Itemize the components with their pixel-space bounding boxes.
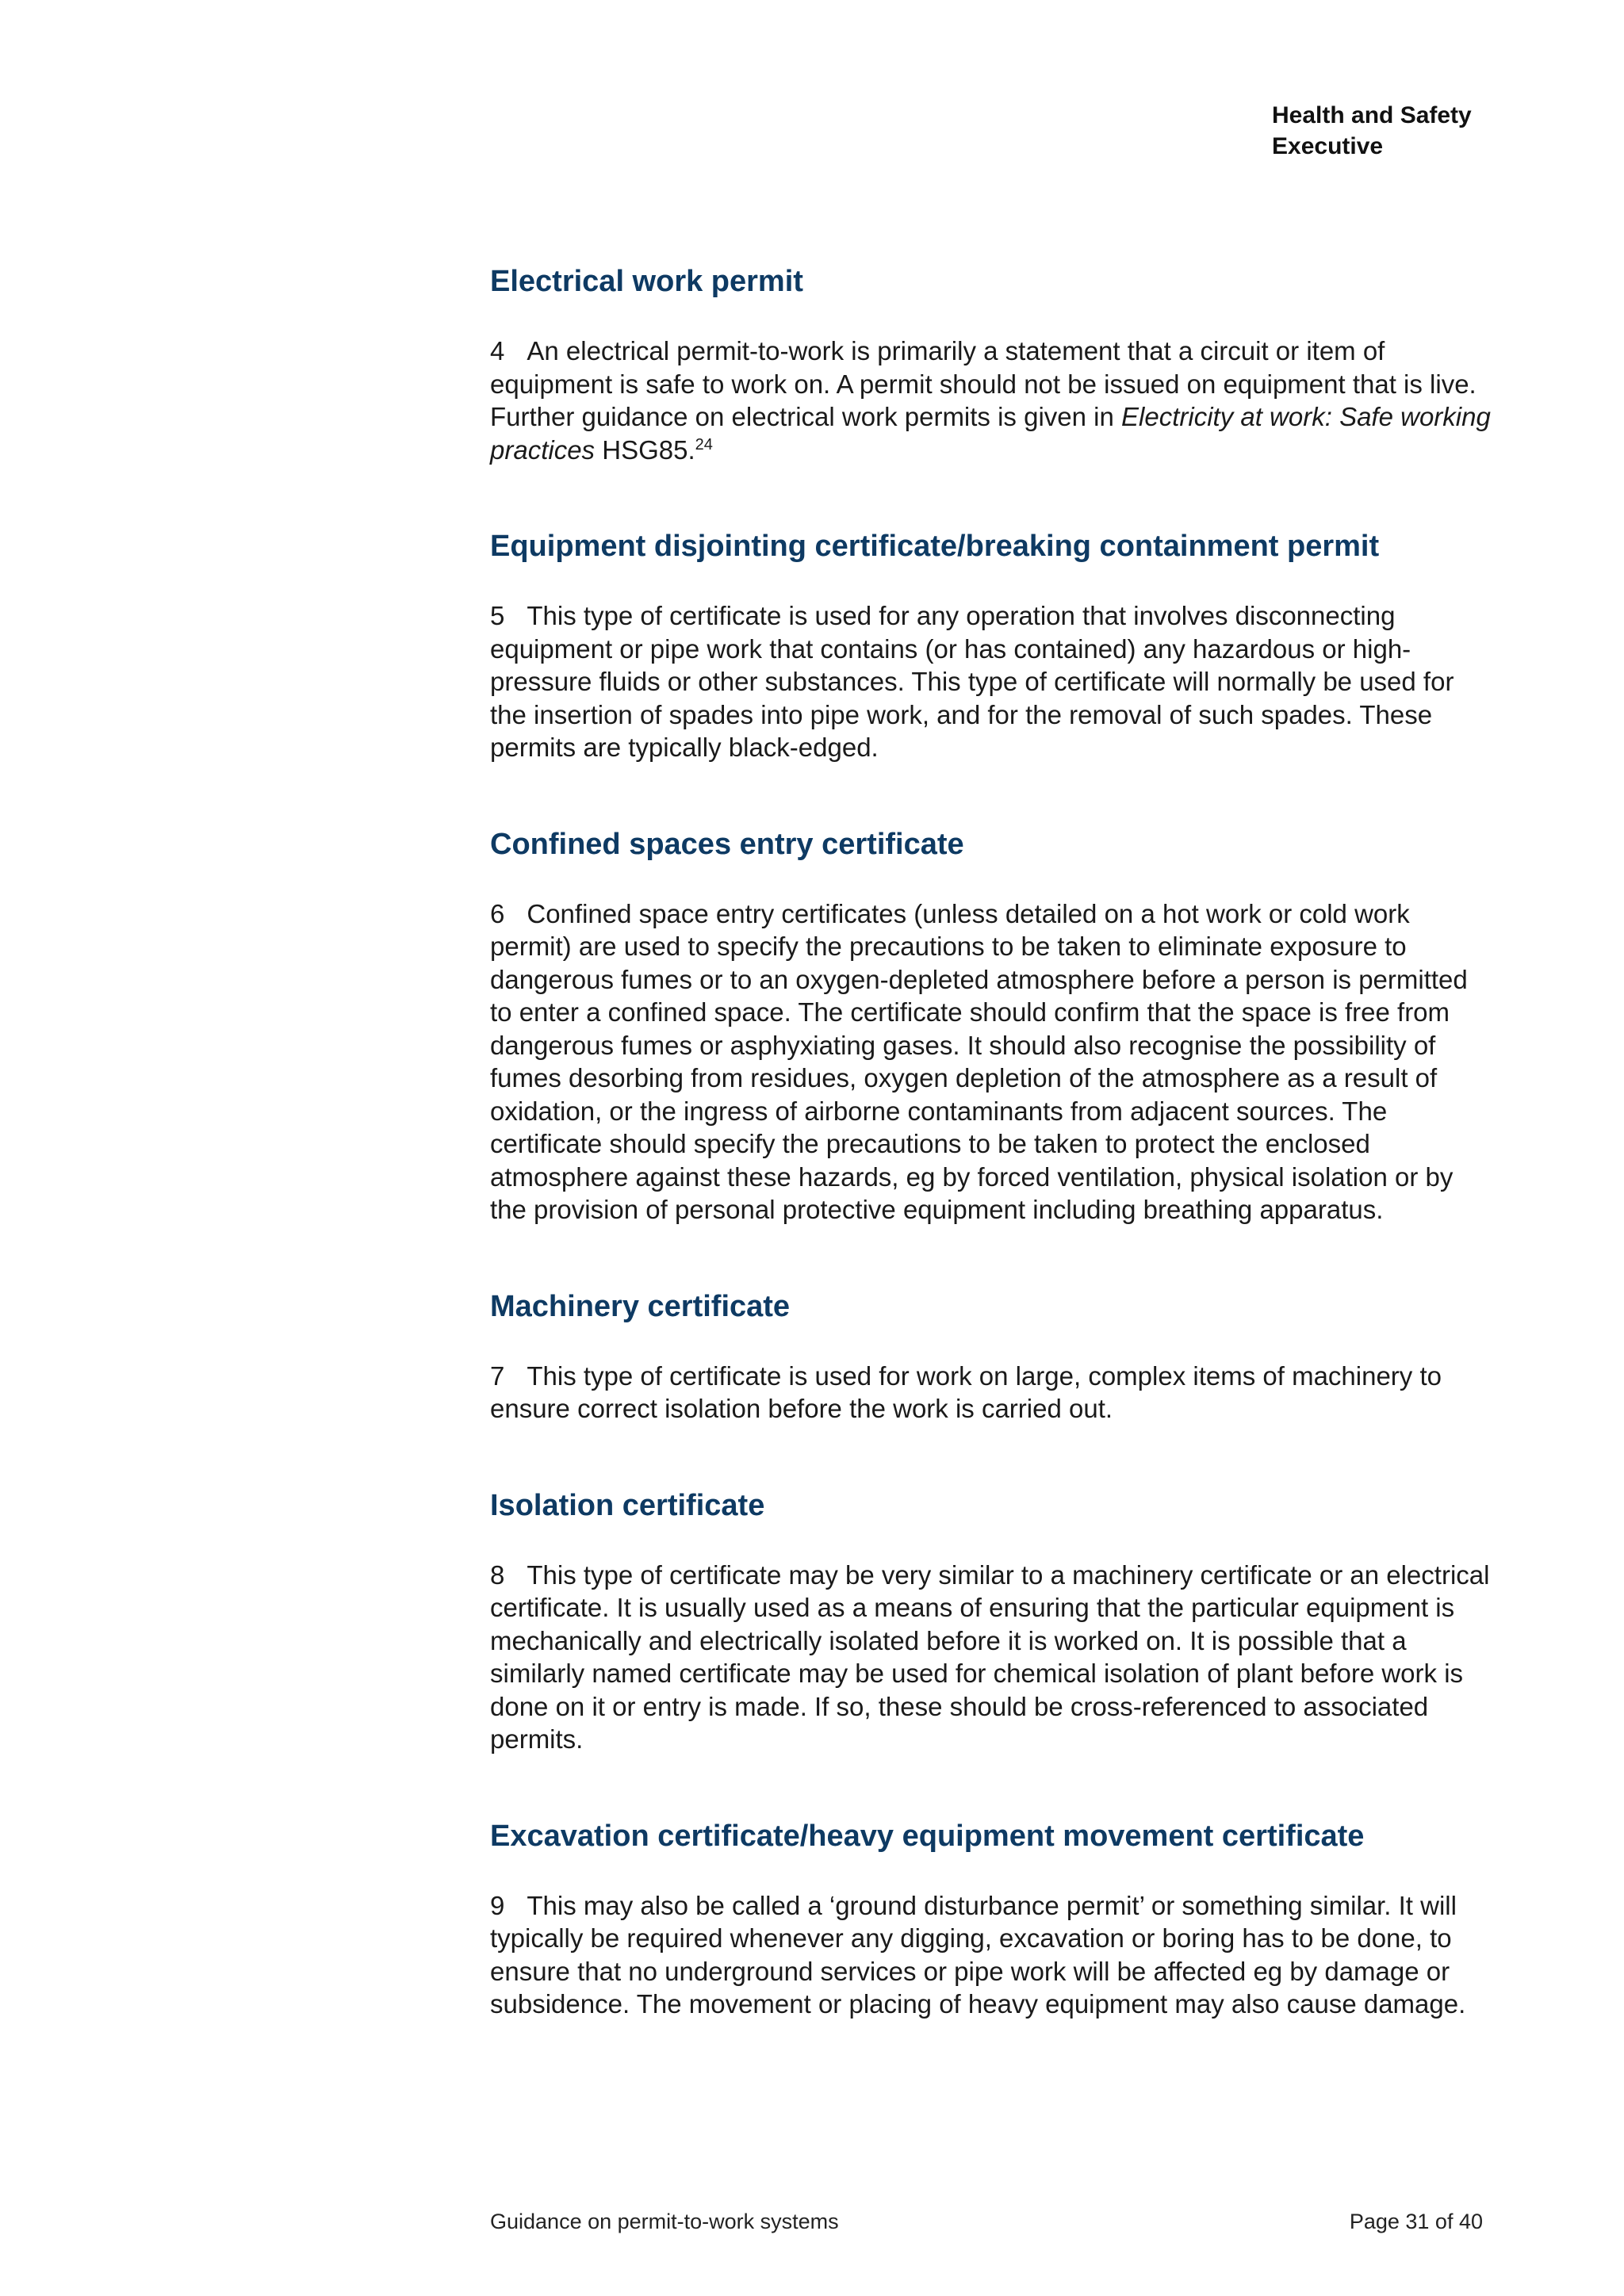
footnote-reference: 24 [695, 435, 713, 453]
paragraph-text: This type of certificate is used for work on large, complex items of machinery to ensure correct isolation before the work is carried out. [490, 1360, 1442, 1423]
paragraph-number: 8 [490, 1559, 505, 1590]
section-paragraph [490, 1360, 1491, 1425]
paragraph-text: This type of certificate is used for any operation that involves disconnecting equipment or pipe work that contains (or has contained) any hazardous or high-pressure fluids or other substances. This type of certificate will normally be used for the insertion of spades into pipe work, and for the removal of such spades. These permits are typically black-edged. [490, 601, 1454, 762]
paragraph-number: 4 [490, 336, 505, 365]
section-heading: Excavation certificate/heavy equipment movement certificate [490, 1819, 1365, 1853]
organisation-name [1272, 100, 1605, 162]
section-electrical-work-permit [490, 262, 1491, 466]
section-paragraph [490, 599, 1491, 764]
section-heading: Machinery certificate [490, 1289, 791, 1323]
paragraph-number: 7 [490, 1360, 505, 1391]
citation-code: HSG85. [595, 434, 695, 465]
paragraph-text: An electrical permit-to-work is primarily a statement that a circuit or item of equipment is safe to work on. A permit should not be issued on equipment that is live. Further guidance on electrical work permits is given in [490, 336, 1477, 431]
section-heading: Equipment disjointing certificate/breaking containment permit [490, 530, 1380, 563]
section-heading: Confined spaces entry certificate [490, 827, 964, 861]
citation-title: Electricity at work: Safe working practices [490, 402, 1491, 465]
section-confined-spaces-entry-certificate [490, 825, 1491, 1226]
section-paragraph [490, 1889, 1491, 2021]
organisation-name-line1: Health and Safety [1272, 102, 1472, 128]
organisation-name-line2: Executive [1272, 133, 1384, 159]
section-heading: Isolation certificate [490, 1488, 765, 1522]
footer-document-title: Guidance on permit-to-work systems [490, 2210, 839, 2233]
section-equipment-disjointing-certificate [490, 526, 1491, 764]
footer-page-number: Page 31 of 40 [1349, 2210, 1483, 2233]
paragraph-number: 5 [490, 601, 505, 630]
document-body [490, 262, 1491, 2021]
section-heading: Electrical work permit [490, 265, 803, 298]
section-excavation-certificate [490, 1816, 1491, 2021]
section-machinery-certificate [490, 1287, 1491, 1425]
section-paragraph [490, 897, 1491, 1226]
paragraph-number: 6 [490, 898, 505, 928]
paragraph-text: This type of certificate may be very similar to a machinery certificate or an electrical certificate. It is usually used as a means of ensuring that the particular equipment is mechanically and electrically isolated before it is worked on. It is possible that a similarly named certificate may be used for chemical isolation of plant before work is done on it or entry is made. If so, these should be cross-referenced to associated permits. [490, 1559, 1490, 1754]
section-isolation-certificate [490, 1486, 1491, 1756]
section-paragraph [490, 1559, 1491, 1756]
paragraph-text: Confined space entry certificates (unless detailed on a hot work or cold work permit) are used to specify the precautions to be taken to eliminate exposure to dangerous fumes or to an oxygen-depleted atmosphere before a person is permitted to enter a confined space. The certificate should confirm that the space is free from dangerous fumes or asphyxiating gases. It should also recognise the possibility of fumes desorbing from residues, oxygen depletion of the atmosphere as a result of oxidation, or the ingress of airborne contaminants from adjacent sources. The certificate should specify the precautions to be taken to protect the enclosed atmosphere against these hazards, eg by forced ventilation, physical isolation or by the provision of personal protective equipment including breathing apparatus. [490, 898, 1468, 1224]
section-paragraph [490, 335, 1491, 466]
paragraph-text: This may also be called a ‘ground disturbance permit’ or something similar. It will typically be required whenever any digging, excavation or boring has to be done, to ensure that no underground services or pipe work will be affected eg by damage or subsidence. The movement or placing of heavy equipment may also cause damage. [490, 1890, 1466, 2019]
paragraph-number: 9 [490, 1890, 505, 1920]
